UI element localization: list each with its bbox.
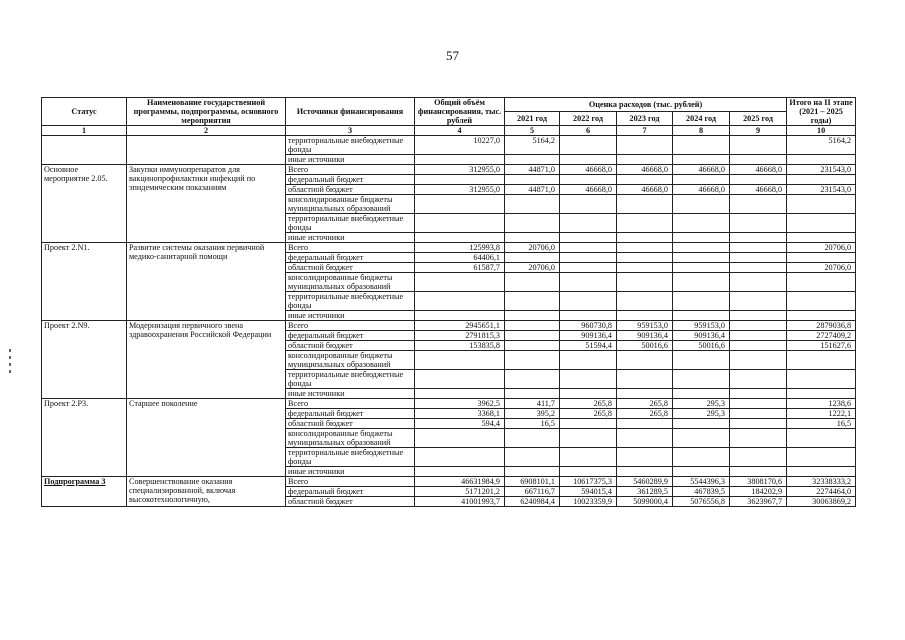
- year-cell: 959153,0: [617, 321, 673, 331]
- header-result: Итого на II этапе (2021 – 2025 годы): [787, 98, 856, 126]
- source-cell: территориальные внебюджетные фонды: [286, 136, 415, 155]
- year-cell: 295,3: [673, 399, 730, 409]
- year-cell: 50016,6: [673, 341, 730, 351]
- total-cell: 5171201,2: [415, 487, 505, 497]
- status-cell: Проект 2.N9.: [42, 321, 127, 399]
- year-cell: [673, 155, 730, 165]
- source-cell: федеральный бюджет: [286, 175, 415, 185]
- table-row: [42, 399, 856, 409]
- source-cell: иные источники: [286, 311, 415, 321]
- total-cell: [415, 389, 505, 399]
- year-cell: [617, 419, 673, 429]
- year-cell: [505, 292, 560, 311]
- year-cell: 6908101,1: [505, 477, 560, 487]
- year-cell: [617, 233, 673, 243]
- year-cell: [673, 253, 730, 263]
- year-cell: [560, 429, 617, 448]
- year-cell: 959153,0: [673, 321, 730, 331]
- year-cell: [505, 155, 560, 165]
- year-cell: [560, 419, 617, 429]
- year-cell: 46668,0: [673, 185, 730, 195]
- result-cell: [787, 370, 856, 389]
- year-cell: [730, 419, 787, 429]
- total-cell: 10227,0: [415, 136, 505, 155]
- year-cell: 10617375,3: [560, 477, 617, 487]
- year-cell: 909136,4: [560, 331, 617, 341]
- year-cell: 909136,4: [673, 331, 730, 341]
- source-cell: территориальные внебюджетные фонды: [286, 370, 415, 389]
- table-row: [42, 321, 856, 331]
- year-cell: 46668,0: [730, 185, 787, 195]
- status-cell: Проект 2.N1.: [42, 243, 127, 321]
- year-cell: [560, 351, 617, 370]
- column-number: 9: [730, 126, 787, 136]
- result-cell: [787, 155, 856, 165]
- year-cell: 265,8: [617, 409, 673, 419]
- total-cell: [415, 311, 505, 321]
- total-cell: [415, 448, 505, 467]
- source-cell: иные источники: [286, 389, 415, 399]
- total-cell: [415, 214, 505, 233]
- year-cell: [617, 467, 673, 477]
- year-cell: 46668,0: [730, 165, 787, 175]
- result-cell: [787, 448, 856, 467]
- column-number-row: [42, 126, 856, 136]
- year-cell: [730, 331, 787, 341]
- source-cell: областной бюджет: [286, 263, 415, 273]
- table-row: [42, 243, 856, 253]
- result-cell: 1222,1: [787, 409, 856, 419]
- table-row: [42, 136, 856, 155]
- total-cell: 41001993,7: [415, 497, 505, 507]
- table-row: [42, 477, 856, 487]
- year-cell: [730, 389, 787, 399]
- year-cell: 20706,0: [505, 243, 560, 253]
- year-cell: 10023359,9: [560, 497, 617, 507]
- year-cell: 395,2: [505, 409, 560, 419]
- source-cell: Всего: [286, 477, 415, 487]
- year-cell: [673, 467, 730, 477]
- year-cell: [617, 155, 673, 165]
- year-cell: [560, 175, 617, 185]
- year-cell: [730, 409, 787, 419]
- result-cell: [787, 351, 856, 370]
- year-cell: 265,8: [617, 399, 673, 409]
- year-cell: 184202,9: [730, 487, 787, 497]
- source-cell: областной бюджет: [286, 497, 415, 507]
- total-cell: 3962,5: [415, 399, 505, 409]
- year-cell: 295,3: [673, 409, 730, 419]
- column-number: 2: [127, 126, 286, 136]
- year-cell: [560, 233, 617, 243]
- year-cell: [730, 370, 787, 389]
- year-cell: [505, 341, 560, 351]
- name-cell: Развитие системы оказания первичной медико-санитарной помощи: [127, 243, 286, 321]
- result-cell: [787, 214, 856, 233]
- year-cell: [560, 214, 617, 233]
- result-cell: 231543,0: [787, 165, 856, 175]
- year-cell: [730, 243, 787, 253]
- year-cell: 20706,0: [505, 263, 560, 273]
- column-number: 6: [560, 126, 617, 136]
- year-cell: [617, 448, 673, 467]
- year-cell: [560, 155, 617, 165]
- year-cell: 46668,0: [617, 185, 673, 195]
- year-cell: [673, 448, 730, 467]
- total-cell: [415, 233, 505, 243]
- source-cell: федеральный бюджет: [286, 331, 415, 341]
- total-cell: [415, 175, 505, 185]
- year-cell: [673, 175, 730, 185]
- header-row: [42, 98, 856, 112]
- total-cell: [415, 292, 505, 311]
- year-cell: 5460289,9: [617, 477, 673, 487]
- result-cell: 20706,0: [787, 263, 856, 273]
- source-cell: иные источники: [286, 233, 415, 243]
- source-cell: областной бюджет: [286, 419, 415, 429]
- status-cell: Основное мероприятие 2.05.: [42, 165, 127, 243]
- year-cell: [617, 273, 673, 292]
- result-cell: [787, 389, 856, 399]
- total-cell: [415, 370, 505, 389]
- total-cell: [415, 429, 505, 448]
- source-cell: Всего: [286, 165, 415, 175]
- table-row: [42, 165, 856, 175]
- result-cell: [787, 429, 856, 448]
- year-cell: 16,5: [505, 419, 560, 429]
- year-cell: [730, 175, 787, 185]
- result-cell: [787, 195, 856, 214]
- year-cell: [673, 273, 730, 292]
- year-cell: [617, 195, 673, 214]
- year-cell: [505, 311, 560, 321]
- year-cell: [730, 273, 787, 292]
- year-cell: 44871,0: [505, 165, 560, 175]
- year-cell: 3623967,7: [730, 497, 787, 507]
- year-cell: [560, 195, 617, 214]
- year-cell: [673, 351, 730, 370]
- result-cell: [787, 253, 856, 263]
- year-cell: 46668,0: [560, 185, 617, 195]
- result-cell: 5164,2: [787, 136, 856, 155]
- year-cell: 44871,0: [505, 185, 560, 195]
- header-year-2025: 2025 год: [730, 112, 787, 126]
- result-cell: [787, 273, 856, 292]
- year-cell: [673, 389, 730, 399]
- year-cell: [673, 370, 730, 389]
- year-cell: [673, 214, 730, 233]
- year-cell: [673, 419, 730, 429]
- total-cell: 594,4: [415, 419, 505, 429]
- source-cell: иные источники: [286, 467, 415, 477]
- header-estimate: Оценка расходов (тыс. рублей): [505, 98, 787, 112]
- year-cell: 265,8: [560, 409, 617, 419]
- year-cell: 960730,8: [560, 321, 617, 331]
- year-cell: 5076556,8: [673, 497, 730, 507]
- year-cell: [505, 273, 560, 292]
- year-cell: [505, 331, 560, 341]
- total-cell: [415, 155, 505, 165]
- name-cell: Модернизация первичного звена здравоохранения Российской Федерации: [127, 321, 286, 399]
- total-cell: 2791815,3: [415, 331, 505, 341]
- year-cell: [730, 341, 787, 351]
- source-cell: федеральный бюджет: [286, 487, 415, 497]
- year-cell: [560, 467, 617, 477]
- total-cell: 46631984,9: [415, 477, 505, 487]
- year-cell: [505, 370, 560, 389]
- total-cell: [415, 195, 505, 214]
- result-cell: 32338333,2: [787, 477, 856, 487]
- year-cell: [505, 175, 560, 185]
- year-cell: [505, 233, 560, 243]
- year-cell: [505, 389, 560, 399]
- result-cell: [787, 175, 856, 185]
- total-cell: [415, 467, 505, 477]
- header-year-2023: 2023 год: [617, 112, 673, 126]
- header-year-2021: 2021 год: [505, 112, 560, 126]
- year-cell: [617, 175, 673, 185]
- year-cell: 5544396,3: [673, 477, 730, 487]
- year-cell: [617, 136, 673, 155]
- budget-table: [41, 97, 856, 507]
- year-cell: [673, 195, 730, 214]
- year-cell: [673, 233, 730, 243]
- year-cell: 265,8: [560, 399, 617, 409]
- year-cell: [617, 389, 673, 399]
- header-total: Общий объём финансирования, тыс. рублей: [415, 98, 505, 126]
- source-cell: территориальные внебюджетные фонды: [286, 292, 415, 311]
- result-cell: 16,5: [787, 419, 856, 429]
- source-cell: федеральный бюджет: [286, 253, 415, 263]
- year-cell: [617, 351, 673, 370]
- total-cell: 64406,1: [415, 253, 505, 263]
- year-cell: [617, 370, 673, 389]
- total-cell: [415, 273, 505, 292]
- year-cell: [560, 292, 617, 311]
- year-cell: 46668,0: [617, 165, 673, 175]
- column-number: 3: [286, 126, 415, 136]
- year-cell: [730, 292, 787, 311]
- source-cell: консолидированные бюджеты муниципальных образований: [286, 195, 415, 214]
- total-cell: 3368,1: [415, 409, 505, 419]
- header-year-2024: 2024 год: [673, 112, 730, 126]
- result-cell: [787, 311, 856, 321]
- year-cell: [560, 243, 617, 253]
- header-sources: Источники финансирования: [286, 98, 415, 126]
- total-cell: 312955,0: [415, 165, 505, 175]
- result-cell: 2727409,2: [787, 331, 856, 341]
- result-cell: [787, 467, 856, 477]
- source-cell: консолидированные бюджеты муниципальных образований: [286, 351, 415, 370]
- header-year-2022: 2022 год: [560, 112, 617, 126]
- year-cell: 50016,6: [617, 341, 673, 351]
- total-cell: 125993,8: [415, 243, 505, 253]
- year-cell: [505, 429, 560, 448]
- year-cell: [730, 351, 787, 370]
- year-cell: 411,7: [505, 399, 560, 409]
- year-cell: [730, 195, 787, 214]
- year-cell: [560, 311, 617, 321]
- year-cell: 909136,4: [617, 331, 673, 341]
- year-cell: [505, 253, 560, 263]
- total-cell: 153835,8: [415, 341, 505, 351]
- year-cell: [673, 429, 730, 448]
- year-cell: [617, 311, 673, 321]
- year-cell: [730, 429, 787, 448]
- year-cell: [560, 448, 617, 467]
- name-cell: Совершенствование оказания специализированной, включая высокотехнологичную,: [127, 477, 286, 507]
- year-cell: [730, 214, 787, 233]
- source-cell: областной бюджет: [286, 185, 415, 195]
- year-cell: [730, 253, 787, 263]
- year-cell: [505, 351, 560, 370]
- year-cell: [505, 214, 560, 233]
- result-cell: [787, 292, 856, 311]
- result-cell: 20706,0: [787, 243, 856, 253]
- year-cell: 46668,0: [673, 165, 730, 175]
- year-cell: [673, 311, 730, 321]
- page-number: 57: [446, 48, 459, 63]
- year-cell: [617, 292, 673, 311]
- name-cell: Старшее поколение: [127, 399, 286, 477]
- source-cell: иные источники: [286, 155, 415, 165]
- header-name: Наименование государственной программы, подпрограммы, основного мероприятия: [127, 98, 286, 126]
- year-cell: [560, 136, 617, 155]
- year-cell: [730, 233, 787, 243]
- year-cell: [560, 273, 617, 292]
- year-cell: [617, 253, 673, 263]
- source-cell: Всего: [286, 399, 415, 409]
- year-cell: 667116,7: [505, 487, 560, 497]
- year-cell: [505, 321, 560, 331]
- year-cell: [505, 467, 560, 477]
- year-cell: [730, 467, 787, 477]
- source-cell: территориальные внебюджетные фонды: [286, 214, 415, 233]
- year-cell: [730, 321, 787, 331]
- column-number: 10: [787, 126, 856, 136]
- result-cell: 231543,0: [787, 185, 856, 195]
- year-cell: [730, 399, 787, 409]
- column-number: 7: [617, 126, 673, 136]
- year-cell: [617, 429, 673, 448]
- status-cell: Подпрограмма 3: [42, 477, 127, 507]
- year-cell: [730, 311, 787, 321]
- year-cell: [617, 243, 673, 253]
- year-cell: [505, 195, 560, 214]
- year-cell: 5164,2: [505, 136, 560, 155]
- year-cell: [560, 253, 617, 263]
- year-cell: 51594,4: [560, 341, 617, 351]
- year-cell: [673, 263, 730, 273]
- result-cell: 2274464,0: [787, 487, 856, 497]
- year-cell: [673, 136, 730, 155]
- total-cell: 2945651,1: [415, 321, 505, 331]
- year-cell: 5099000,4: [617, 497, 673, 507]
- year-cell: [505, 448, 560, 467]
- result-cell: [787, 233, 856, 243]
- year-cell: 46668,0: [560, 165, 617, 175]
- source-cell: консолидированные бюджеты муниципальных образований: [286, 273, 415, 292]
- year-cell: [673, 243, 730, 253]
- year-cell: [560, 263, 617, 273]
- year-cell: [730, 263, 787, 273]
- year-cell: 3808170,6: [730, 477, 787, 487]
- source-cell: консолидированные бюджеты муниципальных образований: [286, 429, 415, 448]
- name-cell: [127, 136, 286, 165]
- total-cell: 312955,0: [415, 185, 505, 195]
- name-cell: Закупки иммунопрепаратов для вакцинопрофилактики инфекций по эпидемическим показаниям: [127, 165, 286, 243]
- source-cell: областной бюджет: [286, 341, 415, 351]
- year-cell: [673, 292, 730, 311]
- result-cell: 1238,6: [787, 399, 856, 409]
- result-cell: 2879036,8: [787, 321, 856, 331]
- status-cell: Проект 2.P3.: [42, 399, 127, 477]
- total-cell: [415, 351, 505, 370]
- table-body: [42, 136, 856, 507]
- year-cell: 594015,4: [560, 487, 617, 497]
- year-cell: [730, 136, 787, 155]
- column-number: 4: [415, 126, 505, 136]
- year-cell: [560, 389, 617, 399]
- scan-edge-mark: [6, 345, 14, 385]
- source-cell: территориальные внебюджетные фонды: [286, 448, 415, 467]
- status-cell: [42, 136, 127, 165]
- column-number: 1: [42, 126, 127, 136]
- year-cell: [560, 370, 617, 389]
- year-cell: 6240984,4: [505, 497, 560, 507]
- year-cell: 467839,5: [673, 487, 730, 497]
- column-number: 5: [505, 126, 560, 136]
- result-cell: 151627,6: [787, 341, 856, 351]
- year-cell: [617, 214, 673, 233]
- year-cell: [730, 155, 787, 165]
- result-cell: 30063869,2: [787, 497, 856, 507]
- total-cell: 61587,7: [415, 263, 505, 273]
- year-cell: [730, 448, 787, 467]
- source-cell: Всего: [286, 243, 415, 253]
- year-cell: [617, 263, 673, 273]
- source-cell: Всего: [286, 321, 415, 331]
- header-status: Статус: [42, 98, 127, 126]
- source-cell: федеральный бюджет: [286, 409, 415, 419]
- year-cell: 361289,5: [617, 487, 673, 497]
- column-number: 8: [673, 126, 730, 136]
